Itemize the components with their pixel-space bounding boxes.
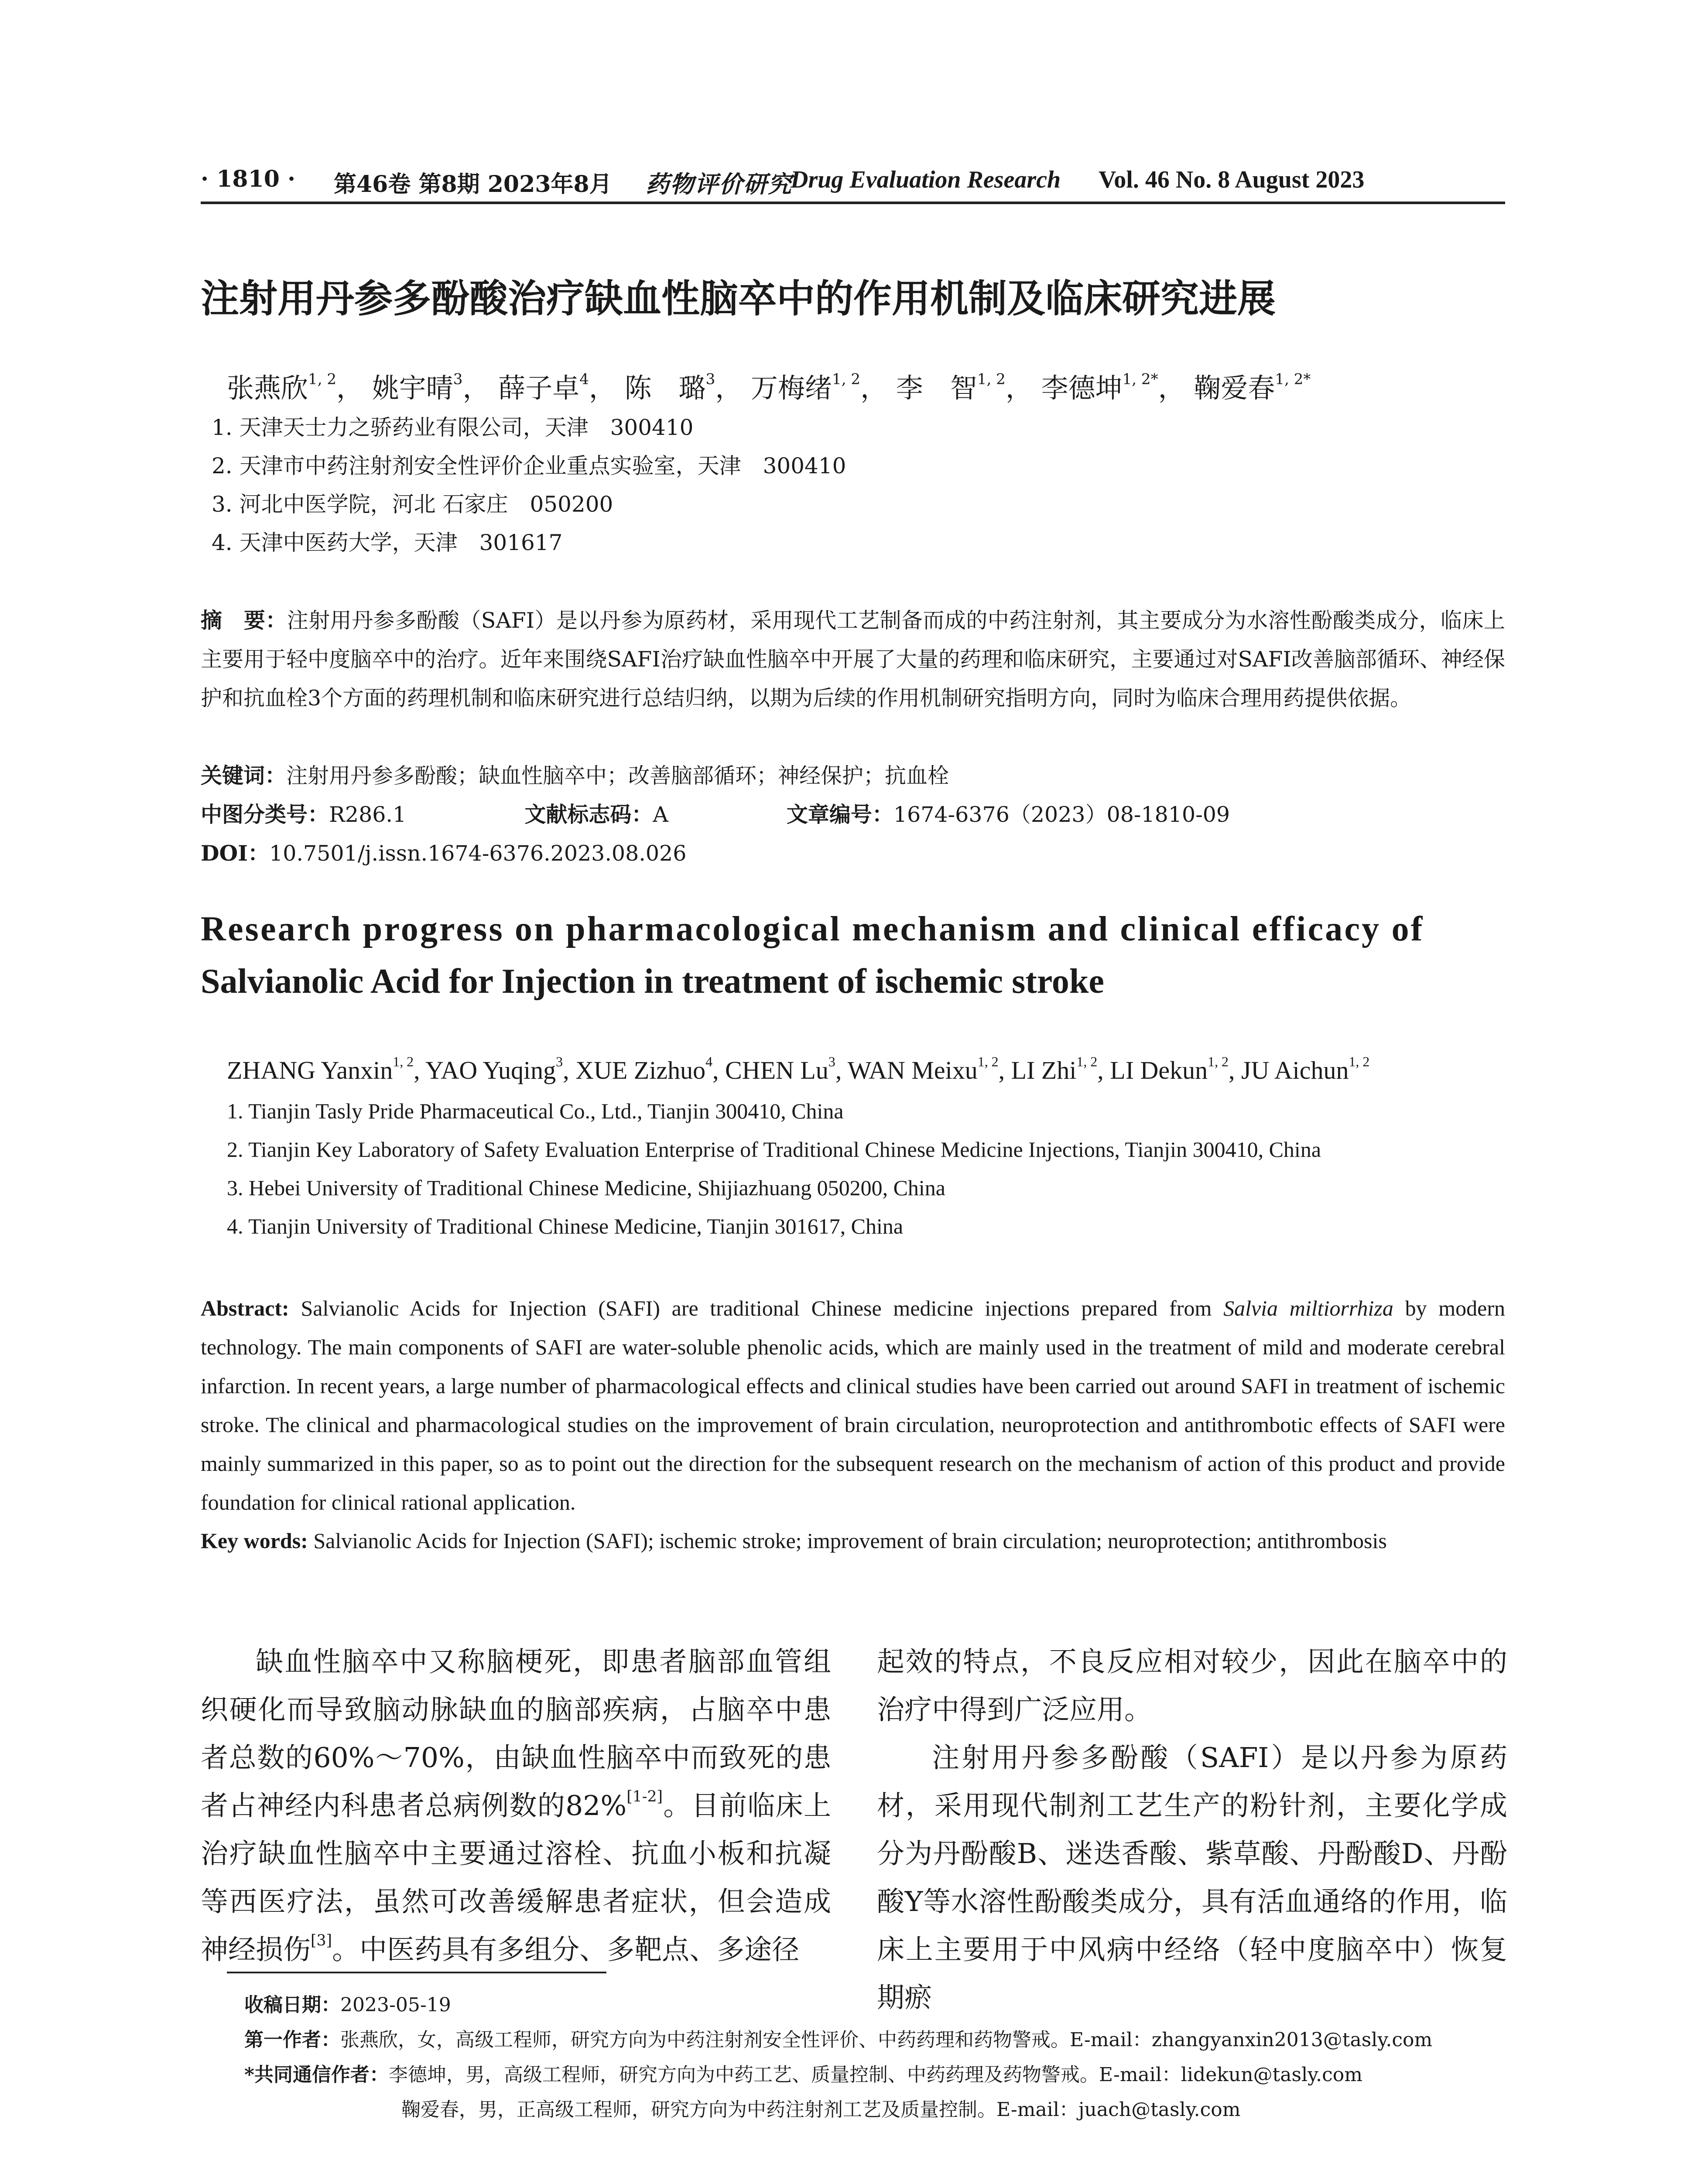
doi-link[interactable]: 10.7501/j.issn.1674-6376.2023.08.026 [269,841,687,866]
citation[interactable]: [1-2] [626,1788,663,1805]
journal-name-en: Drug Evaluation Research [791,166,1061,193]
journal-logo: 药物评价研究 [646,170,792,198]
issue-cn: 第46卷 第8期 2023年8月 [334,171,612,198]
affiliation-cn: 4. 天津中医药大学，天津 301617 [212,530,563,555]
footnote-corresponding-2: 鞠爱春，男，正高级工程师，研究方向为中药注射剂工艺及质量控制。E-mail：juach@tasly.com [401,2099,1241,2121]
affiliation-cn: 2. 天津市中药注射剂安全性评价企业重点实验室，天津 300410 [212,453,846,479]
classification-row [201,795,1505,834]
footnote-corresponding: *共同通信作者：李德坤，男，高级工程师，研究方向为中药工艺、质量控制、中药药理及药物警戒。E-mail：lidekun@tasly.com [244,2064,1363,2086]
authors-en: ZHANG Yanxin$^{1, 2}$, YAO Yuqing$^3$, XUE Zizhuo$^4$, CHEN Lu$^3$, WAN Meixu$^{1, 2}$, LI Zhi$^{1, 2}$, LI Dekun$^{1, 2}$, JU Aichun$^{1, 2}$ [227,1054,1370,1084]
keywords-en-text: Salvianolic Acids for Injection (SAFI); ischemic stroke; improvement of brain circulation; neuroprotection; antithrombosis [313,1528,1387,1553]
author-en: XUE Zizhuo$^4$ [575,1054,713,1084]
abstract-en-label: Abstract: [201,1296,289,1320]
author-cn: 万梅绪$^{1, 2}$ [751,370,861,404]
author-en: ZHANG Yanxin$^{1, 2}$ [227,1054,414,1084]
doi-label: DOI： [201,841,270,866]
authors-cn: 张燕欣$^{1, 2}$， 姚宇晴$^3$， 薛子卓$^4$， 陈 璐$^3$， 万梅绪$^{1, 2}$， 李 智$^{1, 2}$， 李德坤$^{1, 2*}$， 鞠爱春$^{1, 2*}$ [227,370,1311,404]
article-no-label: 文章编号： [786,802,893,827]
species-name: Salvia miltiorrhiza [1223,1296,1393,1320]
body-paragraph: 缺血性脑卒中又称脑梗死，即患者脑部血管组织硬化而导致脑动脉缺血的脑部疾病，占脑卒中患者总数的60%～70%，由缺血性脑卒中而致死的患者占神经内科患者总病例数的82%[1-2]。目前临床上治疗缺血性脑卒中主要通过溶栓、抗血小板和抗凝等西医疗法，虽然可改善缓解患者症状，但会造成神经损伤[3]。中医药具有多组分、多靶点、多途径 [201,1646,832,1966]
abstract-cn-label: 摘 要： [201,608,287,633]
author-en: CHEN Lu$^3$ [725,1054,835,1084]
title-cn: 注射用丹参多酚酸治疗缺血性脑卒中的作用机制及临床研究进展 [201,276,1276,321]
issue-en: Vol. 46 No. 8 August 2023 [1099,166,1365,193]
abstract-en-text-a: Salvianolic Acids for Injection (SAFI) are traditional Chinese medicine injections prepared from [301,1296,1212,1320]
author-en: LI Dekun$^{1, 2}$ [1110,1054,1229,1084]
keywords-cn-label: 关键词： [201,763,287,788]
title-en-line1: Research progress on pharmacological mechanism and clinical efficacy of [201,910,1424,948]
author-en: WAN Meixu$^{1, 2}$ [847,1054,999,1084]
title-en-line2: Salvianolic Acid for Injection in treatment of ischemic stroke [201,962,1104,1001]
author-cn: 张燕欣$^{1, 2}$ [227,370,337,404]
author-en: JU Aichun$^{1, 2}$ [1241,1054,1370,1084]
body-paragraph: 起效的特点，不良反应相对较少，因此在脑卒中的治疗中得到广泛应用。 [877,1646,1507,1726]
abstract-cn [201,601,1505,718]
clc-label: 中图分类号： [201,802,329,827]
abstract-en-text-b: by modern technology. The main components of SAFI are water-soluble phenolic acids, which are mainly used in the treatment of mild and moderate cerebral infarction. In recent years, a large number of pharmacological effects and clinical studies have been carried out around SAFI in treatment of ischemic stroke. The clinical and pharmacological studies on the improvement of brain circulation, neuroprotection and antithrombotic effects of SAFI were mainly summarized in this paper, so as to point out the direction for the subsequent research on the mechanism of action of this product and provide foundation for clinical rational application. [201,1296,1506,1514]
article-no-value: 1674-6376（2023）08-1810-09 [893,802,1230,827]
citation[interactable]: [3] [311,1931,332,1949]
affiliation-en: 1. Tianjin Tasly Pride Pharmaceutical Co., Ltd., Tianjin 300410, China [227,1099,844,1123]
abstract-en [201,1289,1505,1522]
author-cn: 李德坤$^{1, 2*}$ [1041,370,1158,404]
body-left-column [201,1638,831,1974]
abstract-cn-text: 注射用丹参多酚酸（SAFI）是以丹参为原药材，采用现代工艺制备而成的中药注射剂，其主要成分为水溶性酚酸类成分，临床上主要用于轻中度脑卒中的治疗。近年来围绕SAFI治疗缺血性脑卒中开展了大量的药理和临床研究，主要通过对SAFI改善脑部循环、神经保护和抗血栓3个方面的药理机制和临床研究进行总结归纳，以期为后续的作用机制研究指明方向，同时为临床合理用药提供依据。 [201,608,1505,711]
footnote-received: 收稿日期：2023-05-19 [244,1994,451,2016]
footnote-rule [227,1972,606,1973]
keywords-en [201,1521,1505,1560]
body-right-column [877,1638,1507,2022]
doc-value: A [653,802,668,827]
affiliation-cn: 3. 河北中医学院，河北 石家庄 050200 [212,492,613,517]
author-cn: 李 智$^{1, 2}$ [896,370,1006,404]
author-en: YAO Yuqing$^3$ [425,1054,563,1084]
author-cn: 薛子卓$^4$ [498,370,589,404]
affiliation-en: 3. Hebei University of Traditional Chinese Medicine, Shijiazhuang 050200, China [227,1176,945,1200]
author-cn: 鞠爱春$^{1, 2*}$ [1194,370,1311,404]
author-cn: 陈 璐$^3$ [624,370,715,404]
affiliation-en: 4. Tianjin University of Traditional Chinese Medicine, Tianjin 301617, China [227,1214,904,1238]
author-cn: 姚宇晴$^3$ [372,370,463,404]
clc-value: R286.1 [329,802,407,827]
doc-label: 文献标志码： [524,802,653,827]
affiliation-cn: 1. 天津天士力之骄药业有限公司，天津 300410 [212,415,694,440]
keywords-cn-text: 注射用丹参多酚酸；缺血性脑卒中；改善脑部循环；神经保护；抗血栓 [286,763,949,788]
footnote-first-author: 第一作者：张燕欣，女，高级工程师，研究方向为中药注射剂安全性评价、中药药理和药物警戒。E-mail：zhangyanxin2013@tasly.com [244,2029,1433,2051]
doi-row [201,834,1505,873]
body-paragraph: 注射用丹参多酚酸（SAFI）是以丹参为原药材，采用现代制剂工艺生产的粉针剂，主要化学成分为丹酚酸B、迷迭香酸、紫草酸、丹酚酸D、丹酚酸Y等水溶性酚酸类成分，具有活血通络的作用，临床上主要用于中风病中经络（轻中度脑卒中）恢复期瘀 [877,1742,1507,2013]
keywords-cn [201,756,1505,795]
affiliation-en: 2. Tianjin Key Laboratory of Safety Evaluation Enterprise of Traditional Chinese Medicine Injections, Tianjin 300410, China [227,1137,1321,1162]
page-number: · 1810 · [201,166,296,192]
header-rule [201,202,1505,204]
author-en: LI Zhi$^{1, 2}$ [1011,1054,1098,1084]
keywords-en-label: Key words: [201,1528,308,1553]
